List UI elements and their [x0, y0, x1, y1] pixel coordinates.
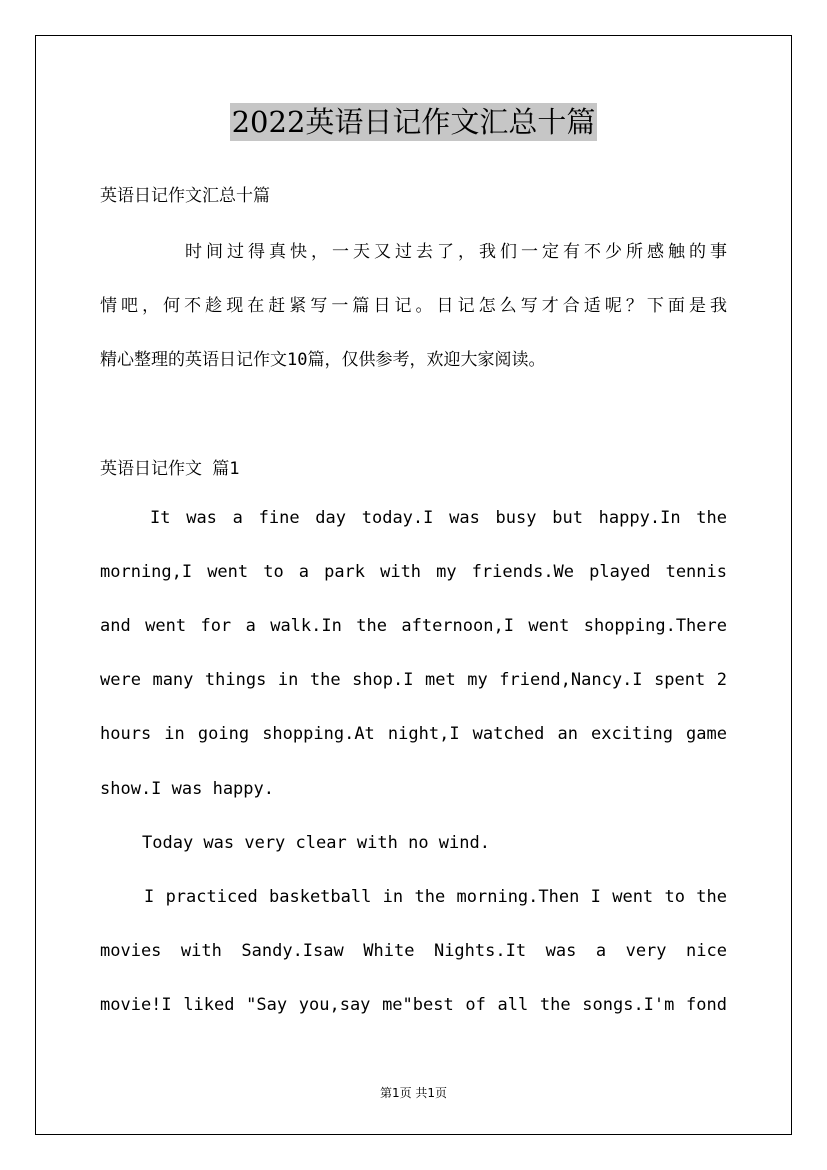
document-title-text: 2022英语日记作文汇总十篇 [231, 105, 596, 139]
section-heading: 英语日记作文 篇1 [100, 459, 240, 479]
subtitle: 英语日记作文汇总十篇 [100, 186, 270, 206]
intro-line: 精心整理的英语日记作文10篇，仅供参考，欢迎大家阅读。 [100, 350, 546, 370]
paragraph-line: movie!I liked "Say you,say me"best of all the songs.I'm fond [100, 995, 727, 1015]
document-title [0, 100, 827, 141]
page-footer: 第1页 共1页 [379, 1086, 448, 1100]
paragraph-line: show.I was happy. [100, 779, 274, 799]
paragraph-line: morning,I went to a park with my friends.We played tennis [100, 562, 727, 582]
paragraph-line: It was a fine day today.I was busy but happy.In the [150, 508, 727, 528]
paragraph-line: hours in going shopping.At night,I watched an exciting game [100, 724, 727, 744]
paragraph-line: were many things in the shop.I met my friend,Nancy.I spent 2 [100, 670, 727, 690]
intro-line: 时间过得真快，一天又过去了，我们一定有不少所感触的事 [185, 242, 727, 262]
paragraph-line: I practiced basketball in the morning.Then I went to the [144, 887, 727, 907]
paragraph-line: and went for a walk.In the afternoon,I went shopping.There [100, 616, 727, 636]
paragraph-line: movies with Sandy.Isaw White Nights.It was a very nice [100, 941, 727, 961]
paragraph-line: Today was very clear with no wind. [142, 833, 490, 853]
intro-line: 情吧，何不趁现在赶紧写一篇日记。日记怎么写才合适呢？下面是我 [100, 296, 727, 316]
